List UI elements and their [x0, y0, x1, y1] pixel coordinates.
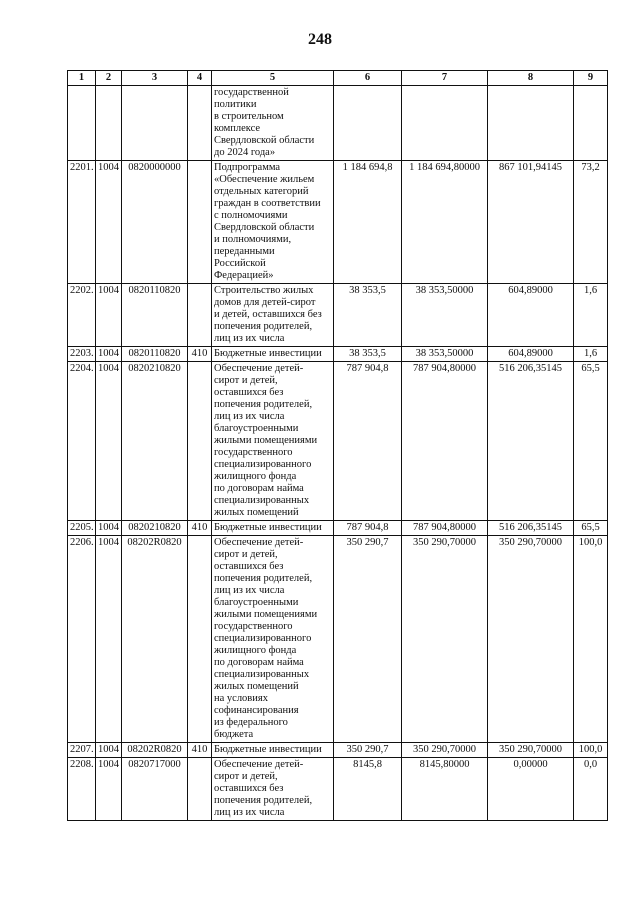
refined-amount-cell: 38 353,50000 [402, 347, 488, 362]
section-code-cell: 1004 [96, 521, 122, 536]
executed-amount-cell: 604,89000 [488, 284, 574, 347]
target-article-cell: 0820717000 [122, 758, 188, 821]
executed-amount-cell: 516 206,35145 [488, 362, 574, 521]
description-cell: Подпрограмма «Обеспечение жильем отдельных категорий граждан в соответствии с полномочиями Свердловской области и полномочиями, переданными Российской Федерацией» [212, 161, 334, 284]
row-number-cell: 2203. [68, 347, 96, 362]
description-cell: Строительство жилых домов для детей-сирот и детей, оставшихся без попечения родителей, лиц из их числа [212, 284, 334, 347]
executed-amount-cell [488, 86, 574, 161]
expense-type-cell [188, 536, 212, 743]
table-row [68, 521, 608, 536]
refined-amount-cell: 38 353,50000 [402, 284, 488, 347]
row-number-cell: 2202. [68, 284, 96, 347]
section-code-cell: 1004 [96, 284, 122, 347]
refined-amount-cell: 1 184 694,80000 [402, 161, 488, 284]
planned-amount-cell: 350 290,7 [334, 536, 402, 743]
row-number-cell: 2205. [68, 521, 96, 536]
section-code-cell: 1004 [96, 536, 122, 743]
planned-amount-cell: 38 353,5 [334, 347, 402, 362]
row-number-cell: 2208. [68, 758, 96, 821]
section-code-cell: 1004 [96, 743, 122, 758]
description-cell: Бюджетные инвестиции [212, 743, 334, 758]
percent-cell: 100,0 [574, 743, 608, 758]
description-cell: Обеспечение детей- сирот и детей, оставшихся без попечения родителей, лиц из их числа благоустроенными жилыми помещениями государственного специализированного жилищного фонда по договорам найма специализированных жилых помещений [212, 362, 334, 521]
table-row [68, 758, 608, 821]
column-number-row [68, 71, 608, 86]
column-number: 4 [188, 71, 212, 86]
refined-amount-cell: 350 290,70000 [402, 536, 488, 743]
section-code-cell: 1004 [96, 161, 122, 284]
row-number-cell: 2206. [68, 536, 96, 743]
section-code-cell: 1004 [96, 758, 122, 821]
refined-amount-cell: 350 290,70000 [402, 743, 488, 758]
executed-amount-cell: 867 101,94145 [488, 161, 574, 284]
description-cell: государственной политики в строительном комплексе Свердловской области до 2024 года» [212, 86, 334, 161]
column-number: 7 [402, 71, 488, 86]
expense-type-cell [188, 362, 212, 521]
executed-amount-cell: 604,89000 [488, 347, 574, 362]
percent-cell: 65,5 [574, 521, 608, 536]
percent-cell: 73,2 [574, 161, 608, 284]
target-article-cell: 08202R0820 [122, 743, 188, 758]
percent-cell [574, 86, 608, 161]
row-number-cell: 2207. [68, 743, 96, 758]
column-number: 6 [334, 71, 402, 86]
target-article-cell: 0820210820 [122, 521, 188, 536]
expense-type-cell [188, 758, 212, 821]
description-cell: Обеспечение детей- сирот и детей, оставшихся без попечения родителей, лиц из их числа [212, 758, 334, 821]
table-row [68, 743, 608, 758]
planned-amount-cell: 787 904,8 [334, 521, 402, 536]
expense-type-cell: 410 [188, 521, 212, 536]
column-number: 3 [122, 71, 188, 86]
executed-amount-cell: 350 290,70000 [488, 536, 574, 743]
executed-amount-cell: 350 290,70000 [488, 743, 574, 758]
table-row [68, 284, 608, 347]
column-number: 5 [212, 71, 334, 86]
target-article-cell: 0820110820 [122, 347, 188, 362]
table-row [68, 347, 608, 362]
refined-amount-cell: 787 904,80000 [402, 521, 488, 536]
target-article-cell: 0820000000 [122, 161, 188, 284]
table-row [68, 161, 608, 284]
target-article-cell [122, 86, 188, 161]
description-cell: Бюджетные инвестиции [212, 521, 334, 536]
expense-type-cell [188, 284, 212, 347]
description-cell: Бюджетные инвестиции [212, 347, 334, 362]
planned-amount-cell: 38 353,5 [334, 284, 402, 347]
column-number: 2 [96, 71, 122, 86]
expense-type-cell [188, 86, 212, 161]
executed-amount-cell: 516 206,35145 [488, 521, 574, 536]
description-cell: Обеспечение детей- сирот и детей, оставшихся без попечения родителей, лиц из их числа благоустроенными жилыми помещениями государственного специализированного жилищного фонда по договорам найма специализированных жилых помещений на условиях софинансирования из федерального бюджета [212, 536, 334, 743]
row-number-cell: 2204. [68, 362, 96, 521]
expense-type-cell: 410 [188, 347, 212, 362]
target-article-cell: 08202R0820 [122, 536, 188, 743]
target-article-cell: 0820210820 [122, 362, 188, 521]
table-row [68, 86, 608, 161]
planned-amount-cell: 1 184 694,8 [334, 161, 402, 284]
column-number: 9 [574, 71, 608, 86]
budget-table [67, 70, 608, 821]
expense-type-cell [188, 161, 212, 284]
refined-amount-cell [402, 86, 488, 161]
percent-cell: 1,6 [574, 284, 608, 347]
percent-cell: 0,0 [574, 758, 608, 821]
row-number-cell: 2201. [68, 161, 96, 284]
section-code-cell [96, 86, 122, 161]
target-article-cell: 0820110820 [122, 284, 188, 347]
executed-amount-cell: 0,00000 [488, 758, 574, 821]
planned-amount-cell: 8145,8 [334, 758, 402, 821]
refined-amount-cell: 8145,80000 [402, 758, 488, 821]
expense-type-cell: 410 [188, 743, 212, 758]
page-number: 248 [308, 31, 332, 48]
column-number: 8 [488, 71, 574, 86]
percent-cell: 65,5 [574, 362, 608, 521]
planned-amount-cell [334, 86, 402, 161]
row-number-cell [68, 86, 96, 161]
percent-cell: 100,0 [574, 536, 608, 743]
column-number: 1 [68, 71, 96, 86]
planned-amount-cell: 787 904,8 [334, 362, 402, 521]
planned-amount-cell: 350 290,7 [334, 743, 402, 758]
section-code-cell: 1004 [96, 362, 122, 521]
refined-amount-cell: 787 904,80000 [402, 362, 488, 521]
section-code-cell: 1004 [96, 347, 122, 362]
percent-cell: 1,6 [574, 347, 608, 362]
table-row [68, 536, 608, 743]
table-row [68, 362, 608, 521]
